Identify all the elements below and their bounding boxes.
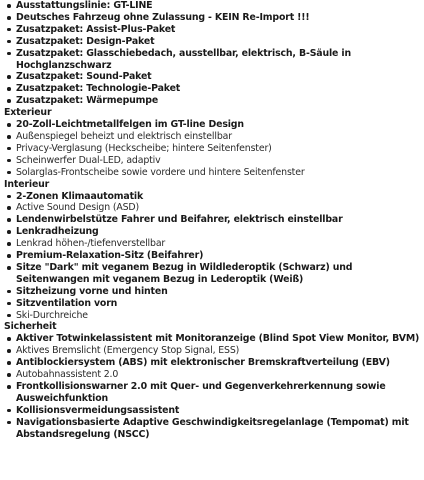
list-item: Kollisionsvermeidungsassistent	[2, 405, 420, 417]
list-item: Zusatzpaket: Design-Paket	[2, 36, 420, 48]
section-feature-list	[2, 191, 420, 322]
section-heading: Interieur	[4, 178, 50, 190]
list-item: Sitze "Dark" mit veganem Bezug in Wildlederoptik (Schwarz) und Seitenwangen mit veganem Bezug in Lederoptik (Weiß)	[2, 262, 420, 286]
list-item: 20-Zoll-Leichtmetallfelgen im GT-line Design	[2, 119, 420, 131]
list-item: Ausstattungslinie: GT-LINE	[2, 0, 420, 12]
list-item: Sitzheizung vorne und hinten	[2, 286, 420, 298]
section-heading: Sicherheit	[4, 321, 57, 333]
list-item: Außenspiegel beheizt und elektrisch einstellbar	[2, 131, 420, 143]
list-item: Scheinwerfer Dual-LED, adaptiv	[2, 155, 420, 167]
list-item: Zusatzpaket: Assist-Plus-Paket	[2, 24, 420, 36]
list-item: Aktives Bremslicht (Emergency Stop Signal, ESS)	[2, 345, 420, 357]
list-item: Zusatzpaket: Technologie-Paket	[2, 83, 420, 95]
list-item: Zusatzpaket: Sound-Paket	[2, 71, 420, 83]
list-item: Ski-Durchreiche	[2, 310, 420, 322]
list-item: Lenkrad höhen-/tiefenverstellbar	[2, 238, 420, 250]
list-item: Solarglas-Frontscheibe sowie vordere und hintere Seitenfenster	[2, 167, 420, 179]
top-feature-list	[2, 0, 420, 107]
section-heading: Exterieur	[4, 107, 52, 119]
list-item: Premium-Relaxation-Sitz (Beifahrer)	[2, 250, 420, 262]
list-item: Autobahnassistent 2.0	[2, 369, 420, 381]
list-item: Navigationsbasierte Adaptive Geschwindigkeitsregelanlage (Tempomat) mit Abstandsregelung (NSCC)	[2, 417, 420, 441]
list-item: Sitzventilation vorn	[2, 298, 420, 310]
list-item: Aktiver Totwinkelassistent mit Monitoranzeige (Blind Spot View Monitor, BVM)	[2, 333, 420, 345]
section-feature-list	[2, 333, 420, 440]
section-feature-list	[2, 119, 420, 179]
list-item: Antiblockiersystem (ABS) mit elektronischer Bremskraftverteilung (EBV)	[2, 357, 420, 369]
list-item: Privacy-Verglasung (Heckscheibe; hintere Seitenfenster)	[2, 143, 420, 155]
list-item: Zusatzpaket: Glasschiebedach, ausstellbar, elektrisch, B-Säule in Hochglanzschwarz	[2, 48, 420, 72]
list-item: Active Sound Design (ASD)	[2, 202, 420, 214]
list-item: Lenkradheizung	[2, 226, 420, 238]
list-item: Deutsches Fahrzeug ohne Zulassung - KEIN Re-Import !!!	[2, 12, 420, 24]
feature-sections	[2, 107, 420, 440]
list-item: 2-Zonen Klimaautomatik	[2, 191, 420, 203]
list-item: Lendenwirbelstütze Fahrer und Beifahrer, elektrisch einstellbar	[2, 214, 420, 226]
list-item: Frontkollisionswarner 2.0 mit Quer- und Gegenverkehrerkennung sowie Ausweichfunktion	[2, 381, 420, 405]
list-item: Zusatzpaket: Wärmepumpe	[2, 95, 420, 107]
